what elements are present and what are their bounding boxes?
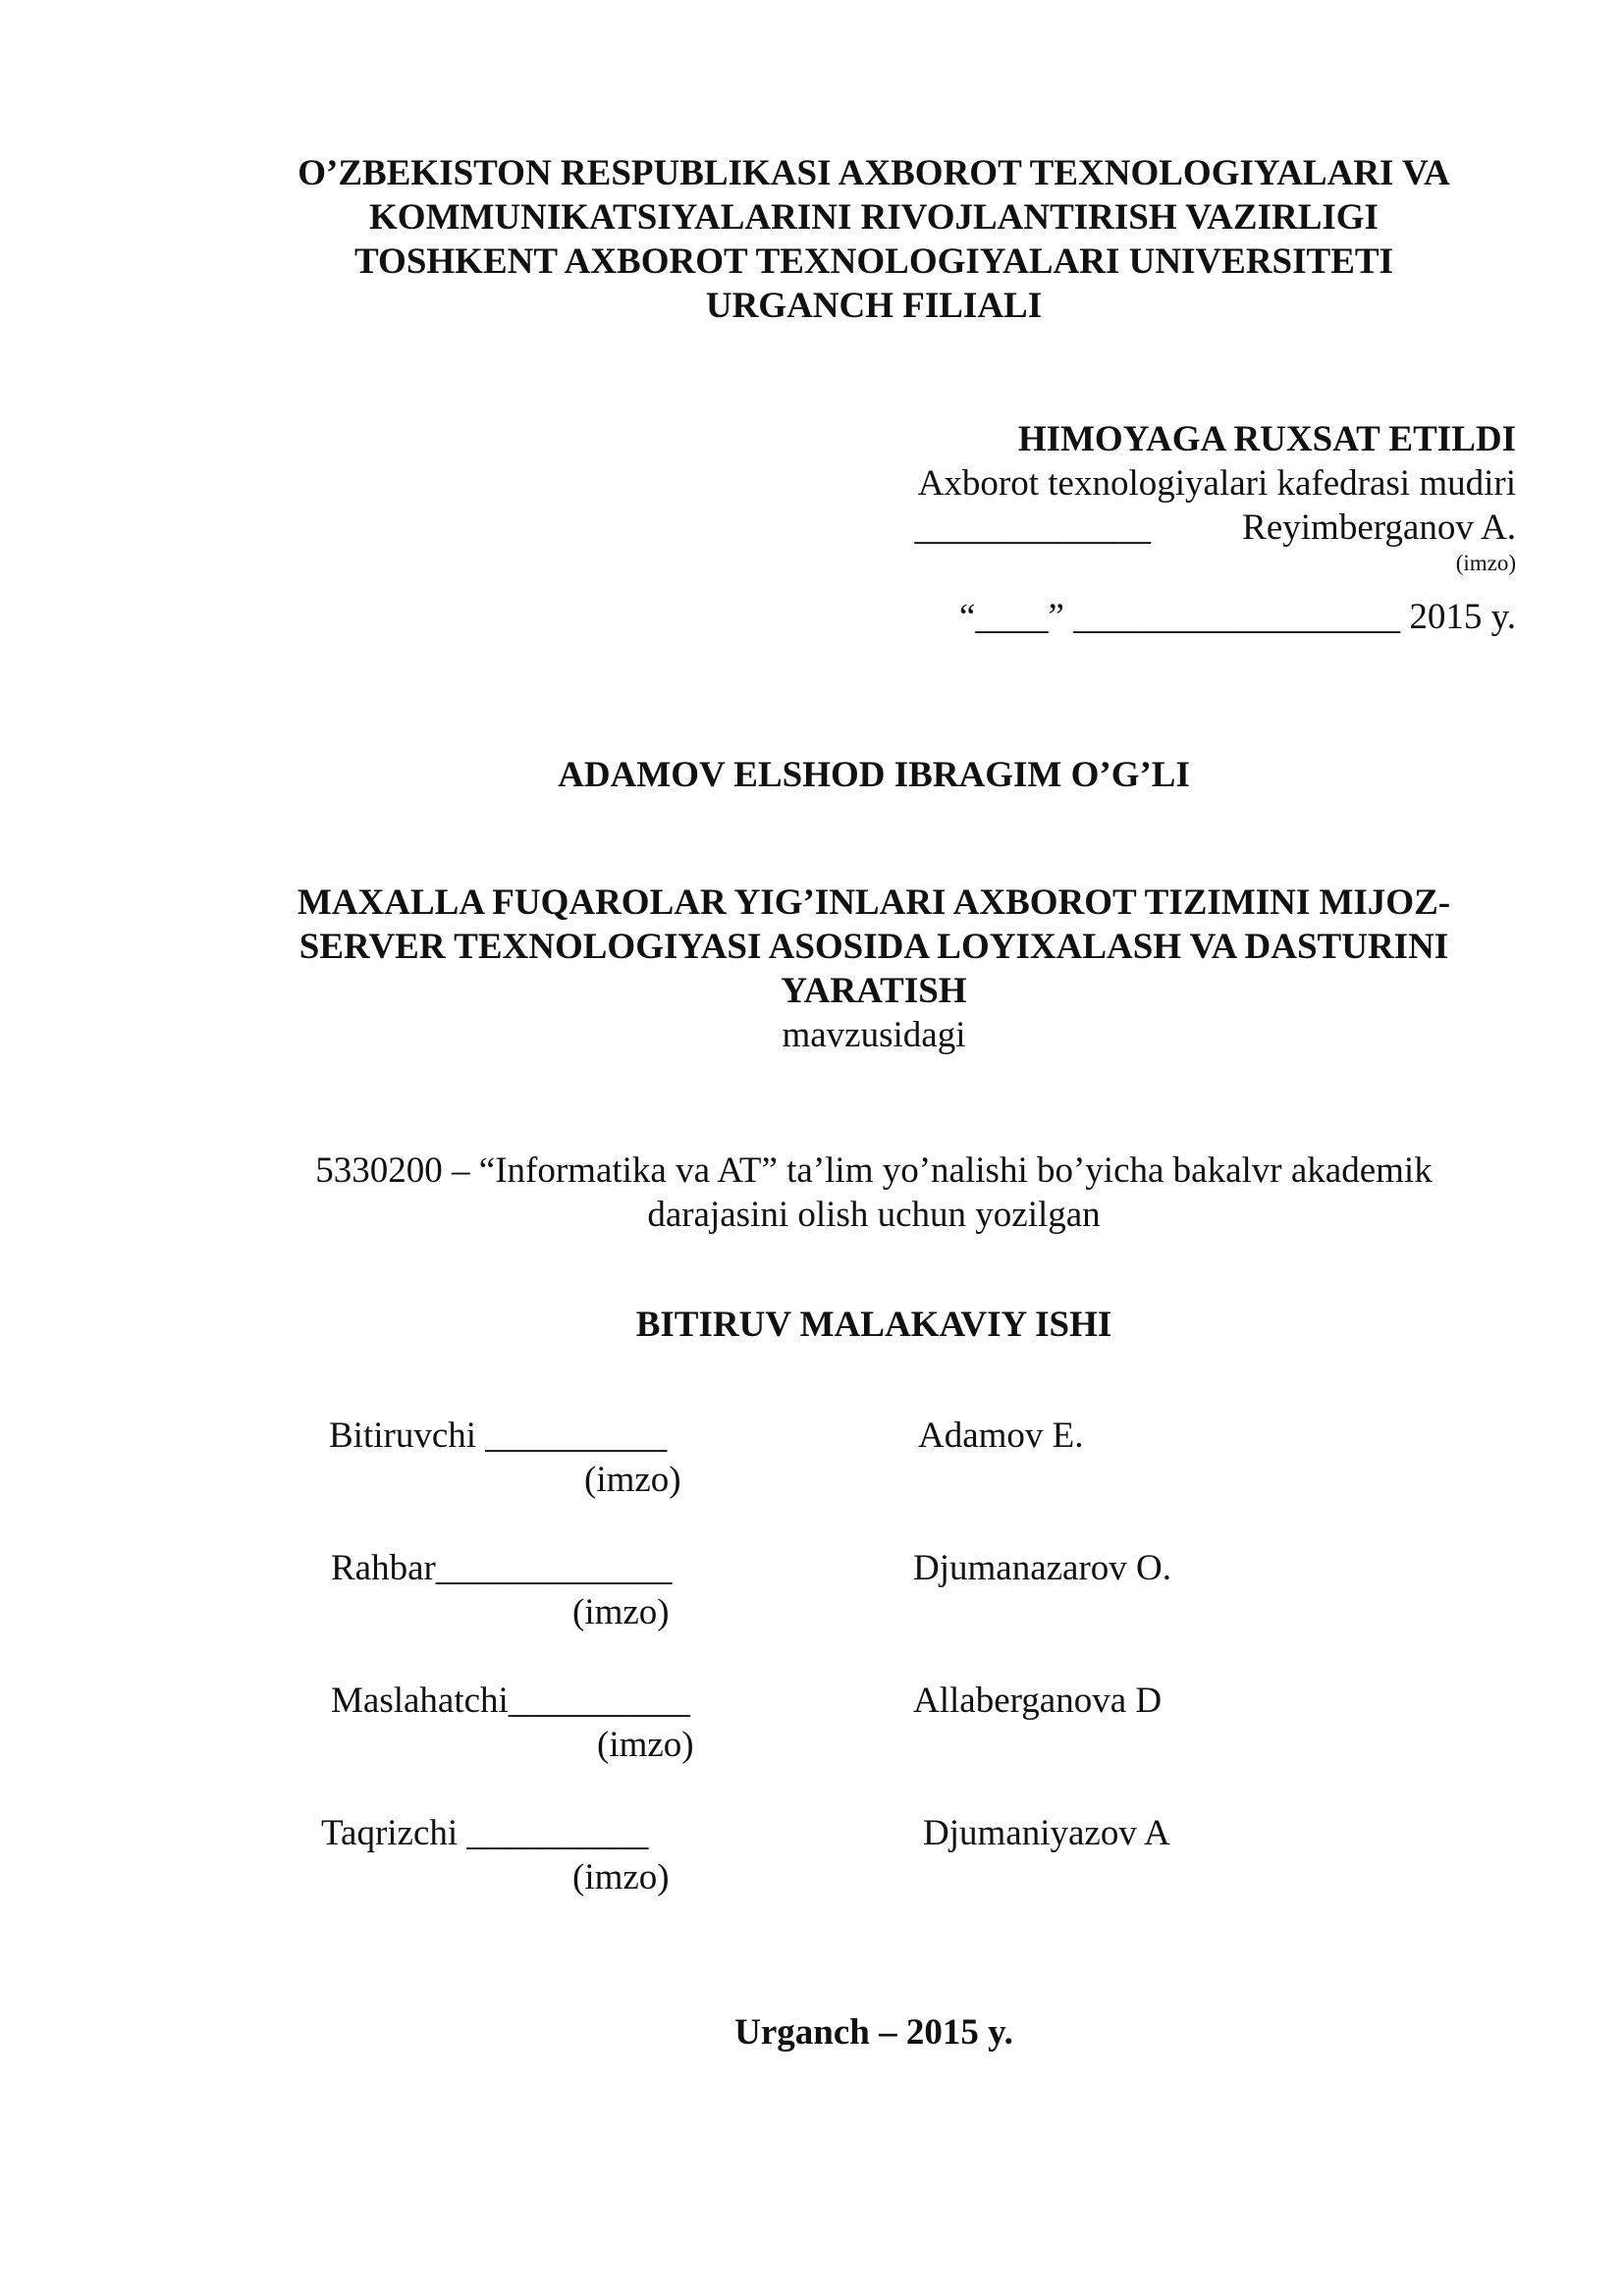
topic-line: YARATISH (781, 971, 967, 1011)
topic-line: SERVER TEXNOLOGIYASI ASOSIDA LOYIXALASH VA DASTURINI (298, 927, 1449, 967)
signatory-name: Djumanazarov O. (913, 1548, 1172, 1588)
signatory-name: Djumaniyazov A (923, 1813, 1170, 1853)
thesis-topic (196, 881, 1551, 1057)
approval-position: Axborot texnologiyalari kafedrasi mudiri (917, 463, 1516, 504)
department-head-name: Reyimberganov A. (1242, 507, 1516, 548)
signatory-name: Allaberganova D (913, 1681, 1163, 1721)
ministry-header (196, 151, 1551, 328)
degree-line: 5330200 – “Informatika va AT” ta’lim yo’nalishi bo’yicha bakalvr akademik (315, 1150, 1433, 1191)
degree-statement (196, 1148, 1551, 1237)
signature-role: Bitiruvchi __________ (329, 1415, 668, 1456)
signature-entry (0, 1546, 1624, 1644)
signature-caption: (imzo) (1455, 551, 1516, 575)
signature-caption: (imzo) (572, 1857, 670, 1897)
approval-block (731, 417, 1516, 639)
degree-line: darajasini olish uchun yozilgan (647, 1195, 1101, 1235)
signature-role: Taqrizchi __________ (321, 1813, 649, 1853)
signature-caption: (imzo) (572, 1592, 670, 1632)
signature-role: Rahbar_____________ (331, 1548, 673, 1588)
signature-entry (0, 1414, 1624, 1512)
header-line: URGANCH FILIALI (705, 286, 1043, 326)
topic-suffix: mavzusidagi (782, 1015, 966, 1055)
work-type-title: BITIRUV MALAKAVIY ISHI (635, 1305, 1112, 1345)
place-and-year: Urganch – 2015 y. (734, 2012, 1013, 2053)
header-line: O’ZBEKISTON RESPUBLIKASI AXBOROT TEXNOLOGIYALARI VA (298, 153, 1450, 193)
signature-entry (0, 1811, 1624, 1909)
signatory-name: Adamov E. (918, 1415, 1084, 1456)
signature-caption: (imzo) (584, 1460, 681, 1500)
approval-signature-row (731, 506, 1516, 550)
signature-line: _____________ (914, 507, 1151, 548)
topic-line: MAXALLA FUQAROLAR YIG’INLARI AXBOROT TIZIMINI MIJOZ- (297, 882, 1451, 923)
approval-date: “____” __________________ 2015 y. (959, 597, 1516, 637)
header-line: TOSHKENT AXBOROT TEXNOLOGIYALARI UNIVERSITETI (354, 241, 1393, 282)
header-line: KOMMUNIKATSIYALARINI RIVOJLANTIRISH VAZIRLIGI (369, 197, 1379, 238)
student-name: ADAMOV ELSHOD IBRAGIM O’G’LI (558, 755, 1190, 795)
approval-title: HIMOYAGA RUXSAT ETILDI (1017, 419, 1516, 459)
signature-role: Maslahatchi__________ (331, 1681, 690, 1721)
signature-entry (0, 1679, 1624, 1777)
signature-caption: (imzo) (597, 1725, 694, 1765)
